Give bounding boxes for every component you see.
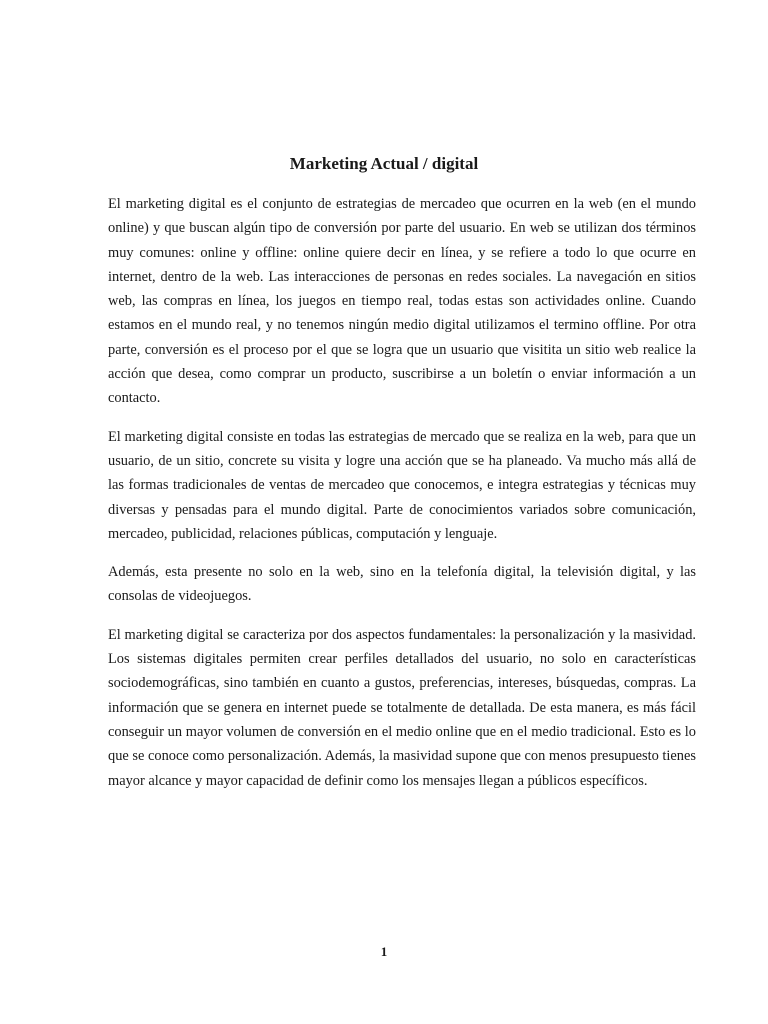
document-body	[108, 192, 696, 807]
paragraph-3: Además, esta presente no solo en la web, sino en la telefonía digital, la televisión digital, y las consolas de videojuegos.	[108, 564, 696, 605]
paragraph-4: El marketing digital se caracteriza por dos aspectos fundamentales: la personalización y la masividad. Los sistemas digitales permiten crear perfiles detallados del usuario, no solo en características sociodemográficas, sino también en cuanto a gustos, preferencias, intereses, búsquedas, compras. La información que se genera en internet puede se totalmente de detallada. De esta manera, es más fácil conseguir un mayor volumen de conversión en el medio online que en el medio tradicional. Esto es lo que se conoce como personalización. Además, la masividad supone que con menos presupuesto tienes mayor alcance y mayor capacidad de definir como los mensajes llegan a públicos específicos.	[108, 626, 696, 789]
paragraph-2: El marketing digital consiste en todas las estrategias de mercado que se realiza en la web, para que un usuario, de un sitio, concrete su visita y logre una acción que se ha planeado. Va mucho más allá de las formas tradicionales de ventas de mercadeo que conocemos, e integra estrategias y técnicas muy diversas y pensadas para el mundo digital. Parte de conocimientos variados sobre comunicación, mercadeo, publicidad, relaciones públicas, computación y lenguaje.	[108, 428, 696, 542]
page-title: Marketing Actual / digital	[289, 154, 479, 173]
page-number: 1	[380, 944, 388, 959]
paragraph-1: El marketing digital es el conjunto de estrategias de mercadeo que ocurren en la web (en el mundo online) y que buscan algún tipo de conversión por parte del usuario. En web se utilizan dos términos muy comunes: online y offline: online quiere decir en línea, y se refiere a todo lo que ocurre en internet, dentro de la web. Las interacciones de personas en redes sociales. La navegación en sitios web, las compras en línea, los juegos en tiempo real, todas estas son actividades online. Cuando estamos en el mundo real, y no tenemos ningún medio digital utilizamos el termino offline. Por otra parte, conversión es el proceso por el que se logra que un usuario que visitita un sitio web realice la acción que desea, como comprar un producto, suscribirse a un boletín o enviar información a un contacto.	[108, 196, 696, 407]
